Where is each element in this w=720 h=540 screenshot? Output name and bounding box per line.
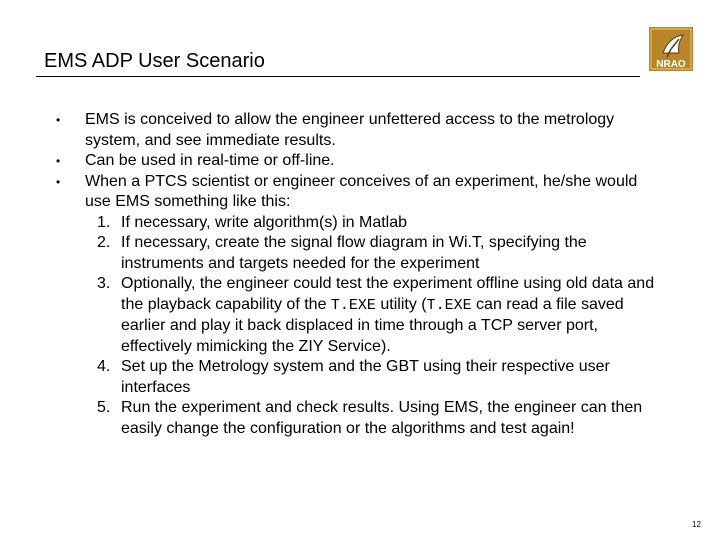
step-item <box>85 233 666 274</box>
step-text: Run the experiment and check results. Using EMS, the engineer can then easily change the configuration or the algorithms and test again! <box>121 399 643 437</box>
step-number: 2. <box>97 234 111 251</box>
nrao-logo-icon <box>649 27 693 71</box>
step-text: Optionally, the engineer could test the experiment offline using old data and the playback capability of the <box>121 275 655 313</box>
step-item <box>85 274 666 357</box>
step-number: 3. <box>97 275 111 292</box>
step-text: can read a file saved earlier and play it back displaced in time through a TCP server port, effectively mimicking the ZIY Service). <box>121 295 624 355</box>
step-text: If necessary, write algorithm(s) in Matlab <box>121 213 408 231</box>
step-text: utility ( <box>375 295 427 313</box>
bullet-text: Can be used in real-time or off-line. <box>85 152 335 169</box>
step-number: 5. <box>97 399 111 416</box>
bullet-marker: • <box>56 174 61 189</box>
slide-title: EMS ADP User Scenario <box>44 50 265 72</box>
title-divider <box>36 76 640 77</box>
step-list <box>85 213 666 440</box>
step-item <box>85 213 666 234</box>
bullet-text: EMS is conceived to allow the engineer unfettered access to the metrology system, and see immediate results. <box>85 111 615 149</box>
bullet-item <box>56 110 666 151</box>
bullet-marker: • <box>56 154 61 168</box>
page-number: 12 <box>692 520 701 529</box>
step-number: 1. <box>97 213 111 231</box>
bullet-text: When a PTCS scientist or engineer conceives of an experiment, he/she would use EMS something like this: <box>85 172 638 210</box>
step-number: 4. <box>97 358 111 375</box>
logo-text: NRAO <box>656 59 686 70</box>
step-text: Set up the Metrology system and the GBT using their respective user interfaces <box>121 358 610 396</box>
bullet-item <box>56 151 666 172</box>
slide-content <box>56 110 666 439</box>
step-item <box>85 357 666 398</box>
code-text: T.EXE <box>330 296 376 314</box>
bullet-list <box>56 110 666 439</box>
step-text: If necessary, create the signal flow diagram in Wi.T, specifying the instruments and targets needed for the experiment <box>121 234 587 272</box>
step-item <box>85 398 666 439</box>
code-text: T.EXE <box>426 296 472 314</box>
bullet-marker: • <box>56 113 61 127</box>
bullet-item <box>56 172 666 440</box>
